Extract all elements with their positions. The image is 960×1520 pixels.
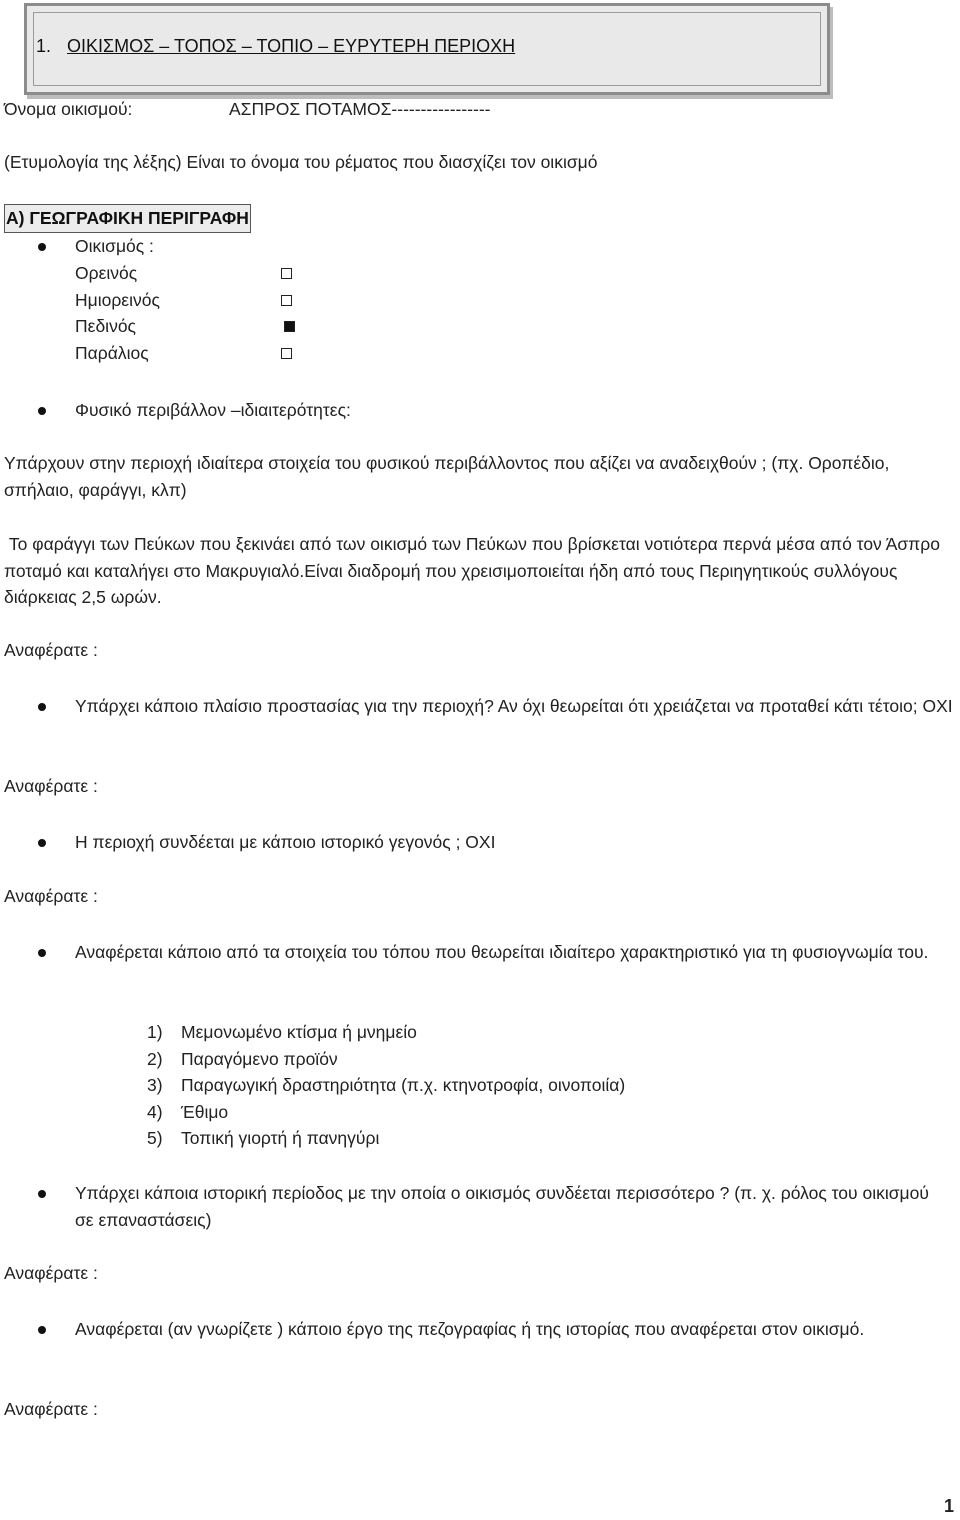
bullet-icon bbox=[38, 839, 46, 847]
list-item-number: 1) bbox=[147, 1022, 163, 1042]
list-item: Μεμονωμένο κτίσμα ή μνημείο bbox=[181, 1022, 417, 1042]
bullet-icon bbox=[38, 1190, 46, 1198]
settlement-name-value: ΑΣΠΡΟΣ ΠΟΤΑΜΟΣ----------------- bbox=[229, 99, 491, 119]
literature-question: Αναφέρεται (αν γνωρίζετε ) κάποιο έργο της πεζογραφίας ή της ιστορίας που αναφέρεται στον οικισμό. bbox=[75, 1319, 865, 1339]
historic-event-question: Η περιοχή συνδέεται με κάποιο ιστορικό γεγονός ; ΟΧΙ bbox=[75, 832, 496, 852]
option-lowland-label: Πεδινός bbox=[75, 316, 136, 336]
checkbox-mountainous[interactable] bbox=[281, 268, 292, 279]
natural-env-label: Φυσικό περιβάλλον –ιδιαιτερότητες: bbox=[75, 400, 351, 420]
mention-label: Αναφέρατε : bbox=[4, 1263, 98, 1283]
option-coastal-label: Παράλιος bbox=[75, 343, 149, 363]
bullet-icon bbox=[38, 949, 46, 957]
settlement-name-label: Όνομα οικισμού: bbox=[4, 99, 133, 119]
section-a-title: Α) ΓΕΩΓΡΑΦΙΚΗ ΠΕΡΙΓΡΑΦΗ bbox=[4, 204, 251, 233]
mention-label: Αναφέρατε : bbox=[4, 886, 98, 906]
bullet-icon bbox=[38, 407, 46, 415]
mention-label: Αναφέρατε : bbox=[4, 640, 98, 660]
page-number: 1 bbox=[943, 1496, 954, 1516]
section-title-text: ΟΙΚΙΣΜΟΣ – ΤΟΠΟΣ – ΤΟΠΙΟ – ΕΥΡΥΤΕΡΗ ΠΕΡΙΟΧΗ bbox=[67, 36, 516, 56]
mention-label: Αναφέρατε : bbox=[4, 1399, 98, 1419]
etymology-text: (Ετυμολογία της λέξης) Είναι το όνομα του ρέματος που διασχίζει τον οικισμό bbox=[4, 152, 598, 172]
mention-label: Αναφέρατε : bbox=[4, 776, 98, 796]
bullet-icon bbox=[38, 703, 46, 711]
natural-env-question: Υπάρχουν στην περιοχή ιδιαίτερα στοιχεία του φυσικού περιβάλλοντος που αξίζει να αναδειχθούν ; (πχ. Οροπέδιο, σπήλαιο, φαράγγι, κλπ) bbox=[4, 453, 890, 500]
list-item: Έθιμο bbox=[181, 1102, 229, 1122]
list-item-number: 5) bbox=[147, 1128, 163, 1148]
bullet-icon bbox=[38, 1326, 46, 1334]
characteristic-element-question: Αναφέρεται κάποιο από τα στοιχεία του τόπου που θεωρείται ιδιαίτερο χαρακτηριστικό για τη φυσιογνωμία του. bbox=[75, 942, 929, 962]
natural-env-answer: Το φαράγγι των Πεύκων που ξεκινάει από των οικισμό των Πεύκων που βρίσκεται νοτιότερα περνά μέσα από τον Άσπρο ποταμό και καταλήγει στο Μακρυγιαλό.Είναι διαδρομή που χρεισιμοποιείται ήδη από τους Περιηγητικούς συλλόγους διάρκειας 2,5 ωρών. bbox=[4, 534, 945, 607]
list-item: Παραγόμενο προϊόν bbox=[181, 1049, 338, 1069]
checkbox-semi-mountainous[interactable] bbox=[281, 295, 292, 306]
protection-question: Υπάρχει κάποιο πλαίσιο προστασίας για την περιοχή? Αν όχι θεωρείται ότι χρειάζεται να προταθεί κάτι τέτοιο; ΟΧΙ bbox=[75, 696, 953, 716]
list-item-number: 3) bbox=[147, 1075, 163, 1095]
section-number: 1. bbox=[36, 36, 52, 56]
option-semi-mountainous-label: Ημιορεινός bbox=[75, 290, 160, 310]
historic-period-question: Υπάρχει κάποια ιστορική περίοδος με την οποία ο οικισμός συνδέεται περισσότερο ? (π. χ. ρόλος του οικισμού σε επαναστάσεις) bbox=[75, 1183, 929, 1230]
checkbox-lowland[interactable] bbox=[284, 321, 295, 332]
settlement-type-label: Οικισμός : bbox=[75, 236, 154, 256]
checkbox-coastal[interactable] bbox=[281, 348, 292, 359]
bullet-icon bbox=[38, 243, 46, 251]
section-heading bbox=[36, 33, 515, 60]
list-item-number: 2) bbox=[147, 1049, 163, 1069]
list-item: Παραγωγική δραστηριότητα (π.χ. κτηνοτροφία, οινοποιία) bbox=[181, 1075, 626, 1095]
list-item: Τοπική γιορτή ή πανηγύρι bbox=[181, 1128, 380, 1148]
list-item-number: 4) bbox=[147, 1102, 163, 1122]
option-mountainous-label: Ορεινός bbox=[75, 263, 138, 283]
